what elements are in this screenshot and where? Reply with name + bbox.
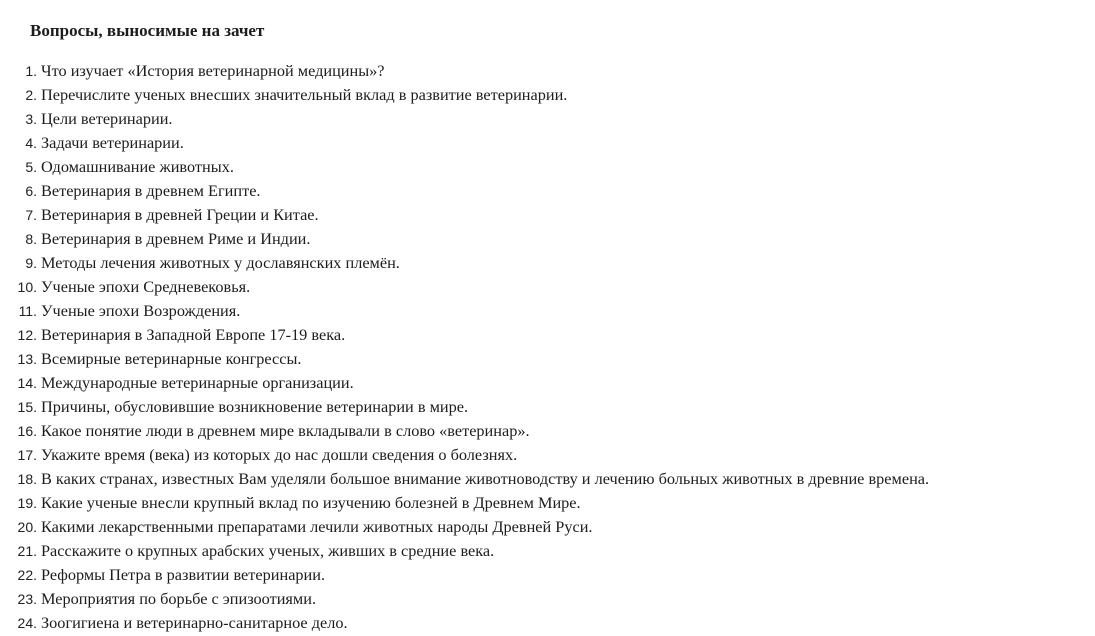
question-number: 15. [17, 399, 37, 415]
question-item [0, 372, 1095, 396]
question-number: 7. [25, 207, 37, 223]
question-number: 24. [17, 615, 37, 631]
question-text: Ученые эпохи Средневековья. [41, 277, 251, 296]
questions-list [0, 60, 1095, 636]
question-number: 6. [25, 183, 37, 199]
question-item [0, 180, 1095, 204]
question-text: В каких странах, известных Вам уделяли большое внимание животноводству и лечению больных животных в древние времена. [41, 469, 930, 488]
question-item [0, 396, 1095, 420]
question-item [0, 84, 1095, 108]
question-text: Международные ветеринарные организации. [41, 373, 354, 392]
question-text: Укажите время (века) из которых до нас дошли сведения о болезнях. [41, 445, 518, 464]
question-text: Какое понятие люди в древнем мире вкладывали в слово «ветеринар». [41, 421, 530, 440]
question-item [0, 132, 1095, 156]
question-text: Расскажите о крупных арабских ученых, живших в средние века. [41, 541, 495, 560]
question-text: Задачи ветеринарии. [41, 133, 184, 152]
question-text: Цели ветеринарии. [41, 109, 173, 128]
question-item [0, 612, 1095, 636]
question-text: Зоогигиена и ветеринарно-санитарное дело. [41, 613, 348, 632]
question-text: Ветеринария в Западной Европе 17-19 века. [41, 325, 346, 344]
question-text: Что изучает «История ветеринарной медицины»? [41, 61, 385, 80]
question-number: 23. [17, 591, 37, 607]
question-item [0, 60, 1095, 84]
question-text: Причины, обусловившие возникновение ветеринарии в мире. [41, 397, 469, 416]
question-item [0, 228, 1095, 252]
question-item [0, 276, 1095, 300]
question-text: Ветеринария в древнем Египте. [41, 181, 261, 200]
question-item [0, 300, 1095, 324]
question-text: Реформы Петра в развитии ветеринарии. [41, 565, 326, 584]
question-text: Методы лечения животных у дославянских племён. [41, 253, 400, 272]
question-number: 11. [18, 303, 37, 319]
question-number: 21. [17, 543, 37, 559]
question-number: 3. [25, 111, 37, 127]
question-item [0, 516, 1095, 540]
question-text: Ветеринария в древнем Риме и Индии. [41, 229, 311, 248]
question-text: Перечислите ученых внесших значительный вклад в развитие ветеринарии. [41, 85, 568, 104]
question-text: Всемирные ветеринарные конгрессы. [41, 349, 302, 368]
page-title: Вопросы, выносимые на зачет [30, 21, 265, 40]
question-number: 14. [17, 375, 37, 391]
question-number: 12. [17, 327, 37, 343]
question-item [0, 348, 1095, 372]
question-text: Ветеринария в древней Греции и Китае. [41, 205, 319, 224]
question-number: 16. [17, 423, 37, 439]
question-number: 22. [17, 567, 37, 583]
question-number: 2. [25, 87, 37, 103]
question-item [0, 588, 1095, 612]
question-item [0, 540, 1095, 564]
question-item [0, 252, 1095, 276]
question-number: 4. [25, 135, 37, 151]
question-item [0, 108, 1095, 132]
question-item [0, 420, 1095, 444]
question-item [0, 156, 1095, 180]
question-text: Ученые эпохи Возрождения. [41, 301, 241, 320]
question-number: 9. [25, 255, 37, 271]
question-item [0, 324, 1095, 348]
question-number: 10. [17, 279, 37, 295]
question-item [0, 444, 1095, 468]
question-text: Какими лекарственными препаратами лечили животных народы Древней Руси. [41, 517, 593, 536]
question-item [0, 468, 1095, 492]
question-number: 19. [17, 495, 37, 511]
question-text: Одомашнивание животных. [41, 157, 234, 176]
question-text: Мероприятия по борьбе с эпизоотиями. [41, 589, 317, 608]
question-number: 13. [17, 351, 37, 367]
question-item [0, 492, 1095, 516]
question-number: 20. [17, 519, 37, 535]
question-number: 18. [17, 471, 37, 487]
question-number: 8. [25, 231, 37, 247]
question-number: 1. [25, 63, 37, 79]
question-text: Какие ученые внесли крупный вклад по изучению болезней в Древнем Мире. [41, 493, 581, 512]
question-number: 5. [25, 159, 37, 175]
question-number: 17. [17, 447, 37, 463]
question-item [0, 204, 1095, 228]
question-item [0, 564, 1095, 588]
